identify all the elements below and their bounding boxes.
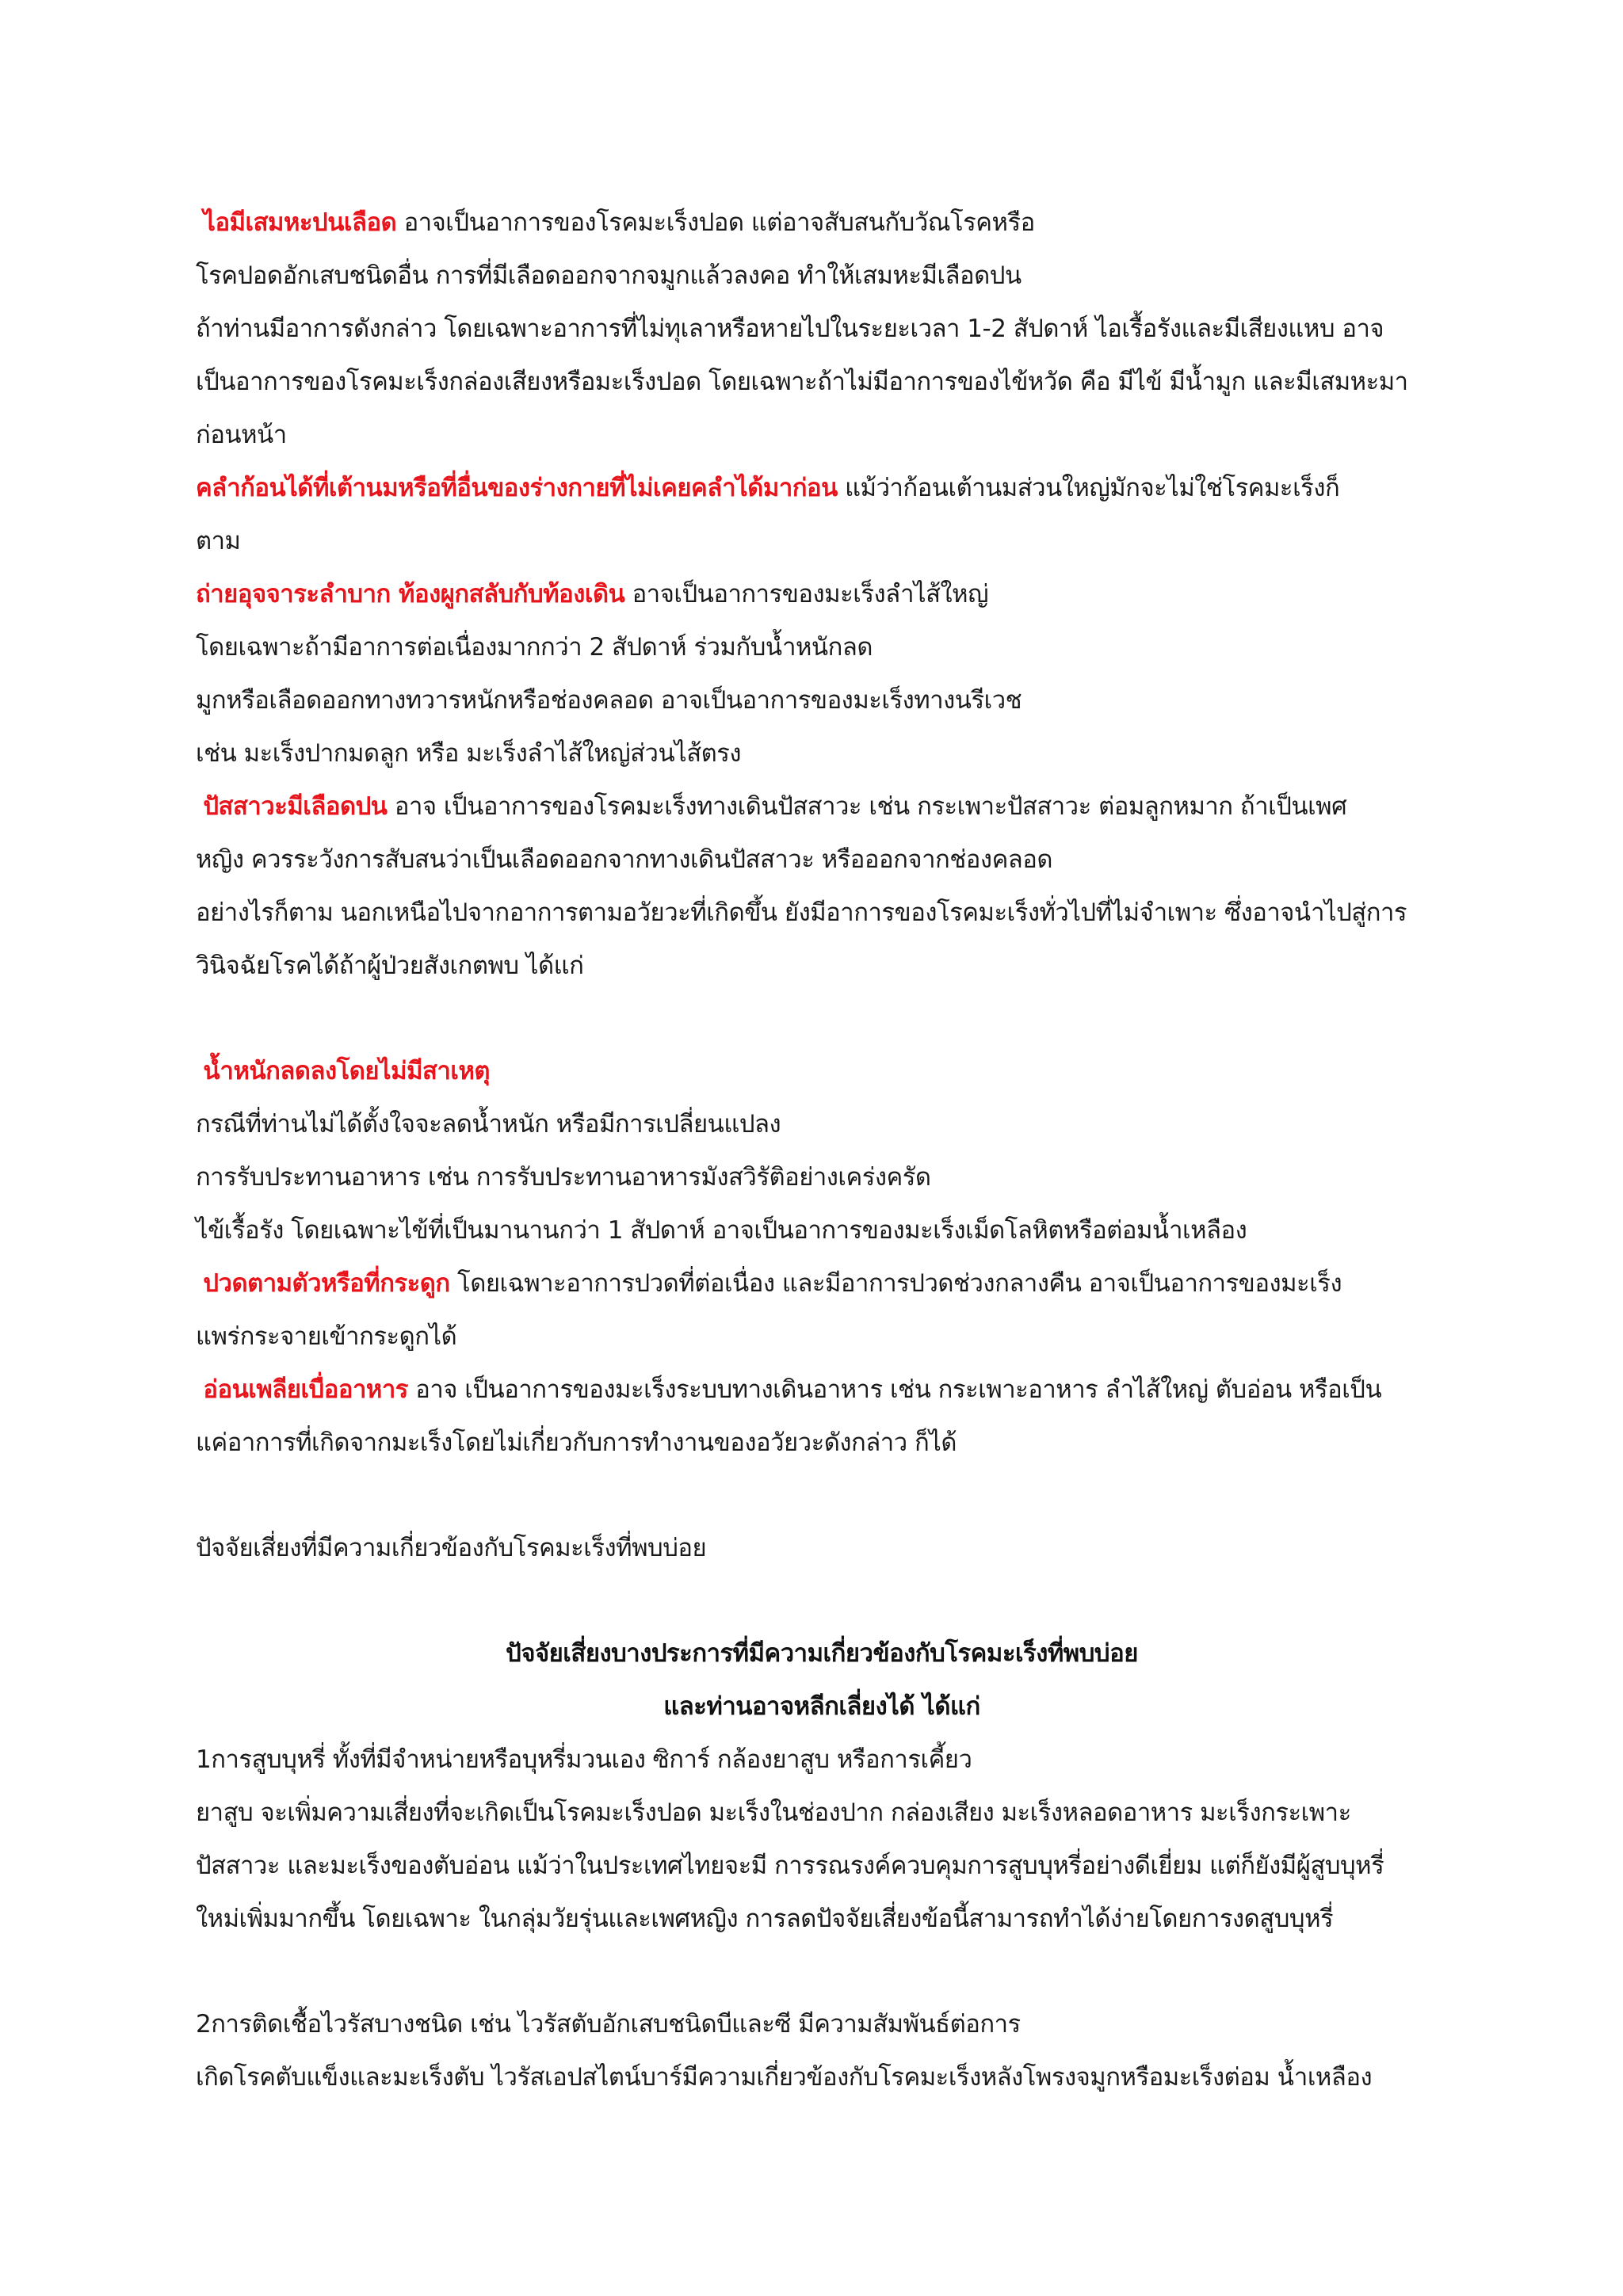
highlight-text: ปัสสาวะมีเลือดปน <box>203 792 388 821</box>
spacer <box>196 993 1448 1045</box>
section-heading: และท่านอาจหลีกเลี่ยงได้ ได้แก่ <box>663 1692 980 1721</box>
symptom-urine-blood <box>196 780 1448 833</box>
symptom-fatigue <box>196 1363 1448 1417</box>
highlight-text: อ่อนเพลียเบื่ออาหาร <box>203 1375 408 1404</box>
body-line: มูกหรือเลือดออกทางทวารหนักหรือช่องคลอด อาจเป็นอาการของมะเร็งทางนรีเวช <box>196 686 1022 715</box>
body-text: แม้ว่าก้อนเต้านมส่วนใหญ่มักจะไม่ใช่โรคมะเร็งก็ <box>837 474 1340 502</box>
body-line: ตาม <box>196 527 241 555</box>
body-line: เช่น มะเร็งปากมดลูก หรือ มะเร็งลำไส้ใหญ่ส่วนไส้ตรง <box>196 739 742 768</box>
symptom-bowel <box>196 568 1448 621</box>
body-text: อาจ เป็นอาการของมะเร็งระบบทางเดินอาหาร เช่น กระเพาะอาหาร ลำไส้ใหญ่ ตับอ่อน หรือเป็น <box>407 1375 1382 1404</box>
highlight-text: ถ่ายอุจจาระลำบาก ท้องผูกสลับกับท้องเดิน <box>196 580 625 608</box>
body-line: ก่อนหน้า <box>196 421 287 449</box>
body-line: กรณีที่ท่านไม่ได้ตั้งใจจะลดน้ำหนัก หรือมีการเปลี่ยนแปลง <box>196 1110 781 1138</box>
body-line: หญิง ควรระวังการสับสนว่าเป็นเลือดออกจากทางเดินปัสสาวะ หรือออกจากช่องคลอด <box>196 845 1053 874</box>
body-text: อาจ เป็นอาการของโรคมะเร็งทางเดินปัสสาวะ เช่น กระเพาะปัสสาวะ ต่อมลูกหมาก ถ้าเป็นเพศ <box>387 792 1347 821</box>
risk-intro: ปัจจัยเสี่ยงที่มีความเกี่ยวข้องกับโรคมะเร็งที่พบบ่อย <box>196 1534 707 1562</box>
body-text: โดยเฉพาะอาการปวดที่ต่อเนื่อง และมีอาการปวดช่วงกลางคืน อาจเป็นอาการของมะเร็ง <box>449 1269 1342 1298</box>
symptom-cough-blood <box>196 196 1448 250</box>
body-line: เกิดโรคตับแข็งและมะเร็งตับ ไวรัสเอปสไตน์บาร์มีความเกี่ยวข้องกับโรคมะเร็งหลังโพรงจมูกหรือมะเร็งต่อม น้ำเหลือง <box>196 2063 1373 2092</box>
highlight-text: ไอมีเสมหะปนเลือด <box>203 208 397 237</box>
body-line: ถ้าท่านมีอาการดังกล่าว โดยเฉพาะอาการที่ไม่ทุเลาหรือหายไปในระยะเวลา 1-2 สัปดาห์ ไอเรื้อรังและมีเสียงแหบ อาจ <box>196 315 1384 343</box>
body-line: เป็นอาการของโรคมะเร็งกล่องเสียงหรือมะเร็งปอด โดยเฉพาะถ้าไม่มีอาการของไข้หวัด คือ มีไข้ มีน้ำมูก และมีเสมหะมา <box>196 368 1408 396</box>
body-text: อาจเป็นอาการของโรคมะเร็งปอด แต่อาจสับสนกับวัณโรคหรือ <box>396 208 1035 237</box>
body-line: อย่างไรก็ตาม นอกเหนือไปจากอาการตามอวัยวะที่เกิดขึ้น ยังมีอาการของโรคมะเร็งทั่วไปที่ไม่จำเพาะ ซึ่งอาจนำไปสู่การ <box>196 898 1407 927</box>
body-line: การรับประทานอาหาร เช่น การรับประทานอาหารมังสวิรัติอย่างเคร่งครัด <box>196 1163 931 1192</box>
body-line: ปัสสาวะ และมะเร็งของตับอ่อน แม้ว่าในประเทศไทยจะมี การรณรงค์ควบคุมการสูบบุหรี่อย่างดีเยี่ยม แต่ก็ยังมีผู้สูบบุหรี่ <box>196 1852 1384 1880</box>
body-line: ยาสูบ จะเพิ่มความเสี่ยงที่จะเกิดเป็นโรคมะเร็งปอด มะเร็งในช่องปาก กล่องเสียง มะเร็งหลอดอาหาร มะเร็งกระเพาะ <box>196 1798 1351 1827</box>
body-line: แค่อาการที่เกิดจากมะเร็งโดยไม่เกี่ยวกับการทำงานของอวัยวะดังกล่าว ก็ได้ <box>196 1428 957 1457</box>
spacer <box>196 1575 1448 1627</box>
symptom-weight-loss <box>196 1045 1448 1098</box>
risk-item-virus: 2การติดเชื้อไวรัสบางชนิด เช่น ไวรัสตับอักเสบชนิดบีและซี มีความสัมพันธ์ต่อการ <box>196 2010 1021 2039</box>
body-line: ไข้เรื้อรัง โดยเฉพาะไข้ที่เป็นมานานกว่า 1 สัปดาห์ อาจเป็นอาการของมะเร็งเม็ดโลหิตหรือต่อมน้ำเหลือง <box>196 1216 1247 1245</box>
symptom-bone-pain <box>196 1257 1448 1310</box>
highlight-text: คลำก้อนได้ที่เต้านมหรือที่อื่นของร่างกายที่ไม่เคยคลำได้มาก่อน <box>196 474 838 502</box>
document-page <box>196 196 1448 2104</box>
body-line: โดยเฉพาะถ้ามีอาการต่อเนื่องมากกว่า 2 สัปดาห์ ร่วมกับน้ำหนักลด <box>196 633 873 662</box>
section-heading: ปัจจัยเสี่ยงบางประการที่มีความเกี่ยวข้องกับโรคมะเร็งที่พบบ่อย <box>506 1639 1138 1668</box>
body-line: แพร่กระจายเข้ากระดูกได้ <box>196 1322 457 1351</box>
risk-item-smoking: 1การสูบบุหรี่ ทั้งที่มีจำหน่ายหรือบุหรี่มวนเอง ซิการ์ กล้องยาสูบ หรือการเคี้ยว <box>196 1745 972 1774</box>
body-line: โรคปอดอักเสบชนิดอื่น การที่มีเลือดออกจากจมูกแล้วลงคอ ทำให้เสมหะมีเลือดปน <box>196 261 1022 290</box>
symptom-lump <box>196 462 1448 515</box>
body-line: วินิจฉัยโรคได้ถ้าผู้ป่วยสังเกตพบ ได้แก่ <box>196 952 584 980</box>
highlight-text: ปวดตามตัวหรือที่กระดูก <box>203 1269 450 1298</box>
spacer <box>196 1470 1448 1522</box>
spacer <box>196 1946 1448 1998</box>
body-line: ใหม่เพิ่มมากขึ้น โดยเฉพาะ ในกลุ่มวัยรุ่นและเพศหญิง การลดปัจจัยเสี่ยงข้อนี้สามารถทำได้ง่ายโดยการงดสูบบุหรี่ <box>196 1905 1334 1933</box>
body-text: อาจเป็นอาการของมะเร็งลำไส้ใหญ่ <box>624 580 989 608</box>
highlight-text: น้ำหนักลดลงโดยไม่มีสาเหตุ <box>203 1057 491 1085</box>
